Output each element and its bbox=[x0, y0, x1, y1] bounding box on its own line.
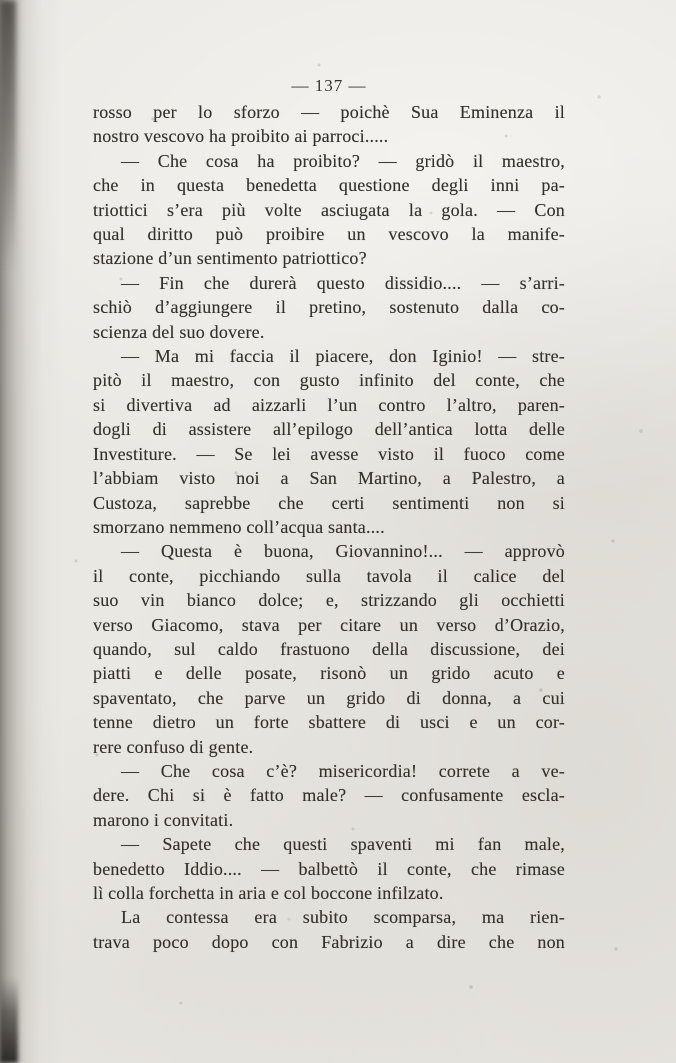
text-line: verso Giacomo, stava per citare un verso d’Orazio, bbox=[93, 614, 565, 635]
text-line: — Sapete che questi spaventi mi fan male, bbox=[121, 834, 565, 855]
spine-shadow-bottom bbox=[0, 978, 18, 1063]
text-line: suo vin bianco dolce; e, strizzando gli occhietti bbox=[93, 590, 565, 611]
text-line: pitò il maestro, con gusto infinito del conte, che bbox=[93, 370, 565, 391]
text-line: lì colla forchetta in aria e col boccone infilzato. bbox=[93, 883, 444, 903]
text-line: — Ma mi faccia il piacere, don Iginio! — stre- bbox=[121, 346, 565, 367]
text-line: rere confuso di gente. bbox=[93, 736, 254, 757]
paper-speckles bbox=[0, 0, 2, 2]
text-line: schiò d’aggiungere il pretino, sostenuto dalla co- bbox=[93, 297, 565, 318]
spine-shadow-top bbox=[0, 0, 16, 270]
text-line: il conte, picchiando sulla tavola il calice del bbox=[93, 565, 565, 586]
text-line: — Fin che durerà questo dissidio.... — s’arri- bbox=[121, 272, 565, 293]
text-line: spaventato, che parve un grido di donna, a cui bbox=[93, 687, 565, 708]
text-line: qual diritto può proibire un vescovo la manife- bbox=[93, 224, 565, 245]
text-line: si divertiva ad aizzarli l’un contro l’altro, paren- bbox=[93, 394, 565, 415]
text-line: l’abbiam visto noi a San Martino, a Palestro, a bbox=[93, 468, 565, 489]
text-line: — Che cosa c’è? misericordia! correte a ve- bbox=[121, 760, 565, 781]
text-line: stazione d’un sentimento patriottico? bbox=[93, 248, 367, 269]
text-line: trava poco dopo con Fabrizio a dire che non bbox=[93, 931, 565, 952]
text-line: nostro vescovo ha proibito ai parroci..... bbox=[93, 126, 389, 147]
text-line: dogli di assistere all’epilogo dell’antica lotta delle bbox=[93, 419, 565, 440]
text-line: — Questa è buona, Giovannino!... — approvò bbox=[121, 541, 565, 562]
text-line: Investiture. — Se lei avesse visto il fuoco come bbox=[93, 443, 565, 464]
text-line: piatti e delle posate, risonò un grido acuto e bbox=[93, 663, 565, 684]
text-line: — Che cosa ha proibito? — gridò il maestro, bbox=[121, 150, 565, 171]
text-line: che in questa benedetta questione degli inni pa- bbox=[93, 175, 565, 196]
text-line: Custoza, saprebbe che certi sentimenti non si bbox=[93, 492, 565, 513]
page-text bbox=[93, 100, 565, 954]
text-line: La contessa era subito scomparsa, ma rien- bbox=[121, 907, 565, 928]
text-line: dere. Chi si è fatto male? — confusamente escla- bbox=[93, 785, 565, 806]
text-line: tenne dietro un forte sbattere di usci e un cor- bbox=[93, 712, 565, 733]
text-line: smorzano nemmeno coll’acqua santa.... bbox=[93, 516, 385, 537]
text-line: marono i convitati. bbox=[93, 809, 234, 830]
page-number: — 137 — bbox=[291, 76, 367, 95]
text-line: scienza del suo dovere. bbox=[93, 321, 265, 342]
text-line: rosso per lo sforzo — poichè Sua Eminenza il bbox=[93, 102, 565, 122]
text-line: quando, sul caldo frastuono della discussione, dei bbox=[93, 638, 565, 659]
text-line: benedetto Iddio.... — balbettò il conte, che rimase bbox=[93, 858, 565, 879]
text-line: triottici s’era più volte asciugata la gola. — Con bbox=[93, 199, 565, 220]
